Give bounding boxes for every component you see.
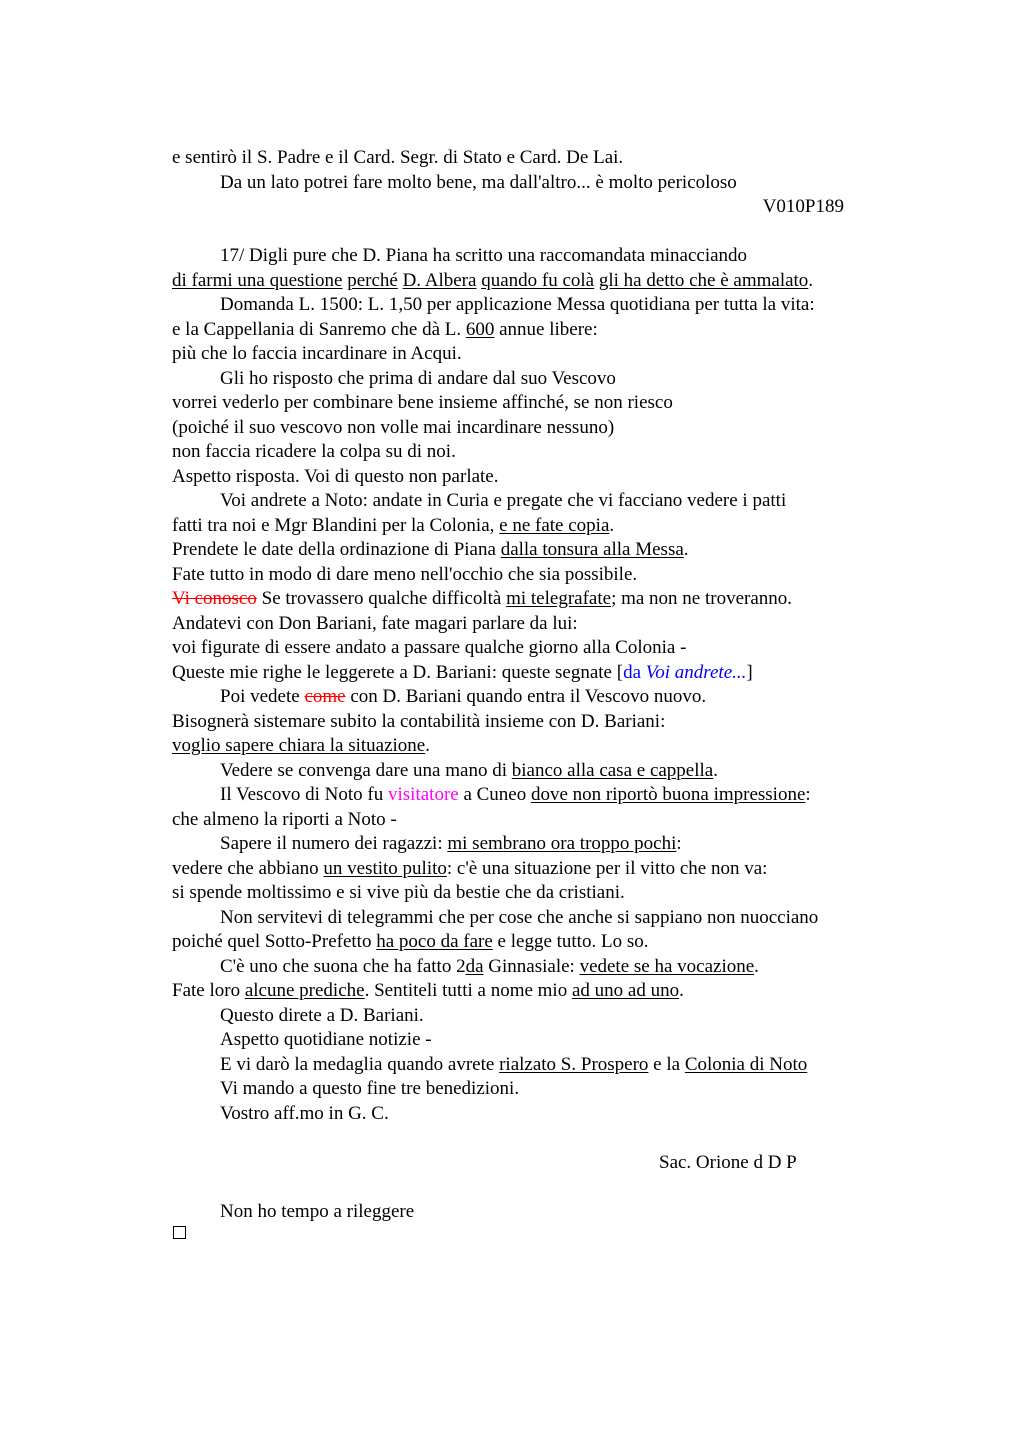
- punctuation: :: [676, 833, 682, 854]
- text-line: [172, 367, 892, 392]
- line-text: Il Vescovo di Noto fu: [220, 784, 388, 805]
- letter-body: [172, 146, 892, 1224]
- underlined-text: mi sembrano ora troppo pochi: [447, 833, 677, 854]
- page-reference: [172, 195, 892, 220]
- line-text: Fate tutto in modo di dare meno nell'occhio che sia possibile.: [172, 563, 638, 585]
- line-text: Prendete le date della ordinazione di Piana: [172, 539, 501, 560]
- line-text: Vedere se convenga dare una mano di: [220, 759, 512, 781]
- underlined-text: voglio sapere chiara la situazione: [172, 735, 426, 756]
- underlined-text: perché: [347, 269, 398, 291]
- line-text: Da un lato potrei fare molto bene, ma dall'altro... è molto pericoloso: [220, 171, 737, 193]
- line-text: Voi andrete a Noto: andate in Curia e pregate che vi facciano vedere i patti: [220, 490, 787, 511]
- text-line: [172, 636, 892, 661]
- blank-line: [172, 1126, 892, 1151]
- text-line: [172, 514, 892, 539]
- text-line: [172, 1102, 892, 1127]
- text-line: [172, 734, 892, 759]
- underlined-text: un vestito pulito: [323, 857, 447, 879]
- editorial-note: da: [623, 661, 646, 683]
- text-line: [172, 440, 892, 465]
- line-text: Fate loro: [172, 980, 245, 1001]
- line-text: poiché quel Sotto-Prefetto: [172, 931, 377, 952]
- underlined-text: quando fu colà: [481, 269, 595, 291]
- line-text: Gli ho risposto che prima di andare dal suo Vescovo: [220, 367, 616, 389]
- line-text: Aspetto quotidiane notizie -: [220, 1029, 432, 1050]
- text-line: [172, 489, 892, 514]
- underlined-text: dalla tonsura alla Messa: [500, 539, 684, 560]
- line-text: e legge tutto. Lo so.: [492, 931, 649, 952]
- line-text: C'è uno che suona che ha fatto 2: [220, 955, 466, 977]
- line-text: più che lo faccia incardinare in Acqui.: [172, 343, 462, 364]
- text-line: [172, 1028, 892, 1053]
- line-text: a Cuneo: [458, 784, 531, 805]
- text-line: [172, 416, 892, 441]
- highlighted-text: visitatore: [388, 784, 459, 805]
- line-text: 17/ Digli pure che D. Piana ha scritto una raccomandata minacciando: [220, 245, 748, 266]
- line-text: Andatevi con Don Bariani, fate magari parlare da lui:: [172, 612, 578, 634]
- underlined-text: alcune prediche: [244, 980, 365, 1001]
- punctuation: .: [609, 514, 615, 536]
- line-text: (poiché il suo vescovo non volle mai incardinare nessuno): [172, 416, 615, 438]
- punctuation: .: [754, 955, 759, 977]
- line-text: ]: [746, 661, 753, 683]
- punctuation: .: [679, 980, 684, 1001]
- underlined-text: Colonia di Noto: [684, 1053, 808, 1075]
- underlined-text: 600: [465, 318, 495, 340]
- text-line: [172, 759, 892, 784]
- text-line: [172, 832, 892, 857]
- text-line: [172, 1077, 892, 1102]
- postscript: Non ho tempo a rileggere: [220, 1200, 415, 1222]
- text-line: [172, 171, 892, 196]
- text-line: [172, 661, 892, 686]
- underlined-text: bianco alla casa e cappella: [511, 759, 714, 781]
- line-text: vedere che abbiano: [172, 857, 324, 879]
- editorial-note-italic: Voi andrete...: [645, 661, 747, 683]
- text-line: [172, 391, 892, 416]
- line-text: Sapere il numero dei ragazzi:: [220, 833, 448, 854]
- text-line: [172, 906, 892, 931]
- line-text: Vi mando a questo fine tre benedizioni.: [220, 1078, 520, 1099]
- line-text: Poi vedete: [220, 686, 305, 707]
- signature: Sac. Orione d D P: [659, 1151, 797, 1173]
- line-text: Queste mie righe le leggerete a D. Bariani: queste segnate [: [172, 661, 624, 683]
- blank-line: [172, 1175, 892, 1200]
- text-line: [172, 587, 892, 612]
- text-line: [172, 808, 892, 833]
- line-text: Vostro aff.mo in G. C.: [220, 1102, 389, 1124]
- punctuation: .: [683, 539, 689, 560]
- text-line: [172, 783, 892, 808]
- punctuation: :: [805, 784, 811, 805]
- text-line: [172, 244, 892, 269]
- punctuation: .: [713, 759, 718, 781]
- underlined-text: di farmi una questione: [172, 269, 343, 291]
- page-code: V010P189: [762, 196, 844, 217]
- underlined-text: gli ha detto che è ammalato: [598, 269, 809, 291]
- line-text: che almeno la riporti a Noto -: [172, 808, 397, 830]
- text-line: [172, 979, 892, 1004]
- text-line: [172, 1053, 892, 1078]
- line-text: non faccia ricadere la colpa su di noi.: [172, 441, 456, 462]
- underlined-text: D. Albera: [402, 269, 477, 291]
- punctuation: .: [808, 269, 814, 291]
- empty-box-symbol: [173, 1226, 186, 1239]
- line-text: Non servitevi di telegrammi che per cose che anche si sappiano non nuocciano: [220, 906, 819, 928]
- line-text: Se trovassero qualche difficoltà: [256, 588, 507, 609]
- text-line: [172, 612, 892, 637]
- text-line: [172, 710, 892, 735]
- blank-line: [172, 220, 892, 245]
- underlined-text: vedete se ha vocazione: [579, 955, 755, 977]
- line-text: Ginnasiale:: [483, 955, 580, 977]
- line-text: . Sentiteli tutti a nome mio: [364, 980, 572, 1001]
- line-text: E vi darò la medaglia quando avrete: [220, 1053, 500, 1075]
- deleted-text: come: [304, 686, 346, 707]
- text-line: [172, 465, 892, 490]
- line-text: Domanda L. 1500: L. 1,50 per applicazione Messa quotidiana per tutta la vita:: [220, 294, 815, 315]
- line-text: si spende moltissimo e si vive più da bestie che da cristiani.: [172, 882, 625, 903]
- line-text: voi figurate di essere andato a passare qualche giorno alla Colonia -: [172, 637, 687, 658]
- text-line: [172, 318, 892, 343]
- underlined-text: ad uno ad uno: [571, 980, 680, 1001]
- underlined-text: ha poco da fare: [376, 931, 493, 952]
- line-text: Bisognerà sistemare subito la contabilità insieme con D. Bariani:: [172, 710, 666, 732]
- text-line: [172, 269, 892, 294]
- underlined-text: dove non riportò buona impressione: [531, 784, 806, 805]
- text-line: [172, 563, 892, 588]
- underlined-text: mi telegrafate: [506, 588, 612, 609]
- text-line: [172, 881, 892, 906]
- text-line: [172, 857, 892, 882]
- text-line: [172, 930, 892, 955]
- text-line: [172, 146, 892, 171]
- deleted-text: Vi conosco: [172, 588, 257, 609]
- underlined-text: rialzato S. Prospero: [499, 1053, 649, 1075]
- line-text: : c'è una situazione per il vitto che non va:: [446, 857, 768, 879]
- line-text: con D. Bariani quando entra il Vescovo nuovo.: [345, 686, 707, 707]
- text-line: [172, 293, 892, 318]
- line-text: e la: [648, 1053, 685, 1075]
- text-line: [172, 685, 892, 710]
- postscript-line: [172, 1200, 892, 1225]
- text-line: [172, 538, 892, 563]
- line-text: vorrei vederlo per combinare bene insieme affinché, se non riesco: [172, 392, 673, 413]
- signature-line: [172, 1151, 892, 1176]
- line-text: ; ma non ne troveranno.: [611, 588, 793, 609]
- line-text: annue libere:: [494, 318, 598, 340]
- text-line: [172, 955, 892, 980]
- text-line: [172, 1004, 892, 1029]
- text-line: [172, 342, 892, 367]
- line-text: fatti tra noi e Mgr Blandini per la Colonia,: [172, 514, 500, 536]
- line-text: Aspetto risposta. Voi di questo non parlate.: [172, 465, 499, 487]
- line-text: e sentirò il S. Padre e il Card. Segr. di Stato e Card. De Lai.: [172, 147, 624, 168]
- punctuation: .: [425, 735, 430, 756]
- underlined-text: da: [465, 955, 484, 977]
- underlined-text: e ne fate copia: [499, 514, 610, 536]
- line-text: Questo direte a D. Bariani.: [220, 1004, 424, 1026]
- line-text: e la Cappellania di Sanremo che dà L.: [172, 318, 466, 340]
